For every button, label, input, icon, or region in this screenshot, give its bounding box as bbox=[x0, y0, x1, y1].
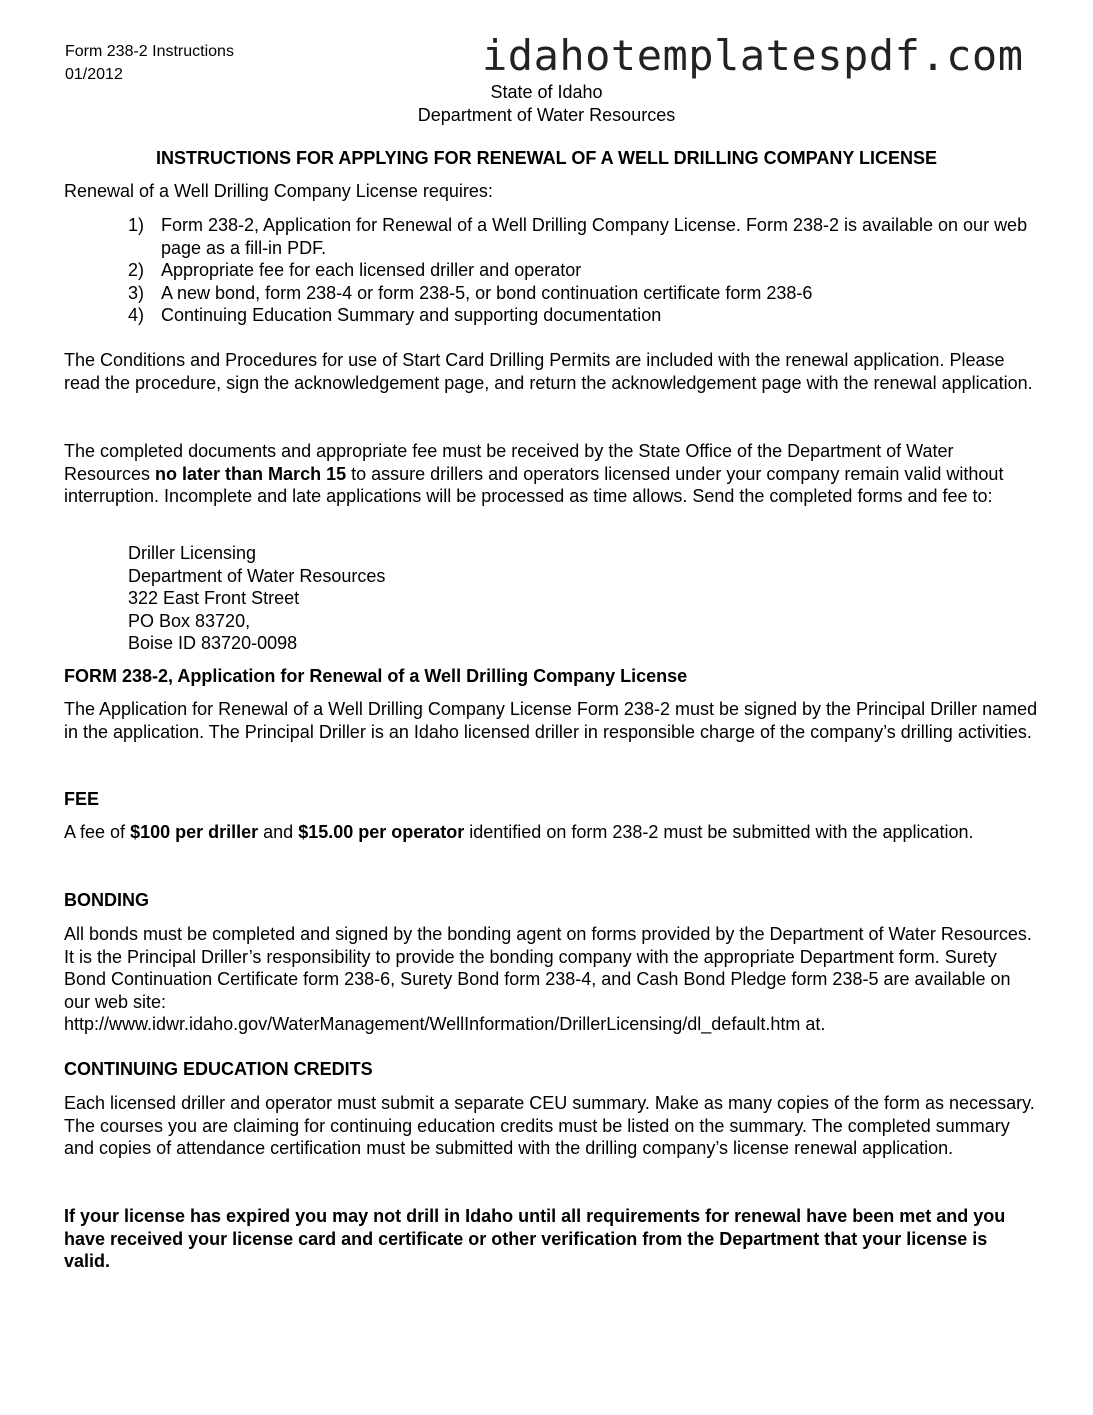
list-item bbox=[128, 259, 1028, 282]
watermark: idahotemplatespdf.com bbox=[482, 31, 1024, 80]
operator-fee: $15.00 per operator bbox=[298, 822, 465, 842]
list-text: Form 238-2, Application for Renewal of a Well Drilling Company License. Form 238-2 is available on our web page as a fill-in PDF. bbox=[161, 215, 1028, 258]
address-line: PO Box 83720, bbox=[128, 610, 251, 631]
address-line: Driller Licensing bbox=[128, 543, 257, 563]
deadline-date: no later than March 15 bbox=[155, 463, 347, 484]
deadline-text-after: to assure drillers and operators licensed under your company remain valid without interruption. Incomplete and late applications will be processed as time allows. Send the completed forms and fee to: bbox=[64, 463, 1004, 507]
list-number: 2) bbox=[128, 260, 145, 281]
address-line: 322 East Front Street bbox=[128, 588, 300, 609]
state-name: State of Idaho bbox=[490, 82, 603, 102]
list-item bbox=[128, 214, 1028, 259]
deadline-text-before: The completed documents and appropriate fee must be received by the State Office of the Department of Water Resources bbox=[64, 441, 954, 484]
bonding-url[interactable]: http://www.idwr.idaho.gov/WaterManagement/WellInformation/DrillerLicensing/dl_default.htm bbox=[64, 1014, 801, 1035]
form-section-body: The Application for Renewal of a Well Drilling Company License Form 238-2 must be signed by the Principal Driller named in the application. The Principal Driller is an Idaho licensed driller in responsible charge of the company’s drilling activities. bbox=[64, 699, 1038, 742]
form-identifier bbox=[65, 40, 234, 86]
fee-heading: FEE bbox=[64, 789, 100, 809]
list-text: Appropriate fee for each licensed driller and operator bbox=[161, 260, 582, 281]
address-line: Department of Water Resources bbox=[128, 565, 386, 586]
fee-text: and bbox=[258, 822, 299, 842]
bonding-text: All bonds must be completed and signed by the bonding agent on forms provided by the Department of Water Resources. It is the Principal Driller’s responsibility to provide the bonding company with the appropriate Department form. Surety Bond Continuation Certificate form 238-6, Surety Bond form 238-4, and Cash Bond Pledge form 238-5 are available on our web site: bbox=[64, 924, 1032, 1012]
list-text: Continuing Education Summary and supporting documentation bbox=[161, 305, 662, 326]
mailing-address bbox=[128, 542, 628, 655]
bonding-body bbox=[64, 923, 1039, 1036]
fee-text: identified on form 238-2 must be submitted with the application. bbox=[464, 822, 974, 842]
fee-body bbox=[64, 821, 994, 844]
conditions-paragraph: The Conditions and Procedures for use of Start Card Drilling Permits are included with the renewal application. Please read the procedure, sign the acknowledgement page, and return the acknowledgement page with the renewal application. bbox=[64, 350, 1033, 393]
form-number: Form 238-2 Instructions bbox=[65, 43, 234, 60]
fee-text: A fee of bbox=[64, 822, 131, 842]
address-line: Boise ID 83720-0098 bbox=[128, 633, 298, 654]
list-number: 4) bbox=[128, 305, 145, 326]
list-number: 3) bbox=[128, 282, 145, 303]
expired-license-warning: If your license has expired you may not drill in Idaho until all requirements for renewal have been met and you have received your license card and certificate or other verification from the Department that your license is valid. bbox=[64, 1206, 1006, 1272]
deadline-paragraph bbox=[64, 440, 1024, 508]
requirements-list bbox=[128, 214, 1028, 327]
list-item bbox=[128, 282, 1028, 305]
form-date: 01/2012 bbox=[65, 66, 123, 83]
list-text: A new bond, form 238-4 or form 238-5, or bond continuation certificate form 238-6 bbox=[161, 282, 813, 303]
ceu-body: Each licensed driller and operator must submit a separate CEU summary. Make as many copies of the form as necessary. The courses you are claiming for continuing education credits must be listed on the summary. The completed summary and copies of attendance certification must be submitted with the drilling company’s license renewal application. bbox=[64, 1093, 1035, 1159]
department-name: Department of Water Resources bbox=[417, 105, 676, 125]
agency-header bbox=[0, 81, 1093, 127]
ceu-heading: CONTINUING EDUCATION CREDITS bbox=[64, 1059, 373, 1079]
list-item bbox=[128, 304, 1028, 327]
driller-fee: $100 per driller bbox=[130, 822, 259, 842]
bonding-url-suffix: at. bbox=[800, 1014, 826, 1035]
list-number: 1) bbox=[128, 215, 145, 235]
intro-text: Renewal of a Well Drilling Company License requires: bbox=[64, 181, 493, 201]
form-section-heading: FORM 238-2, Application for Renewal of a Well Drilling Company License bbox=[64, 666, 688, 686]
bonding-heading: BONDING bbox=[64, 890, 149, 910]
page-title: INSTRUCTIONS FOR APPLYING FOR RENEWAL OF A WELL DRILLING COMPANY LICENSE bbox=[155, 148, 938, 168]
